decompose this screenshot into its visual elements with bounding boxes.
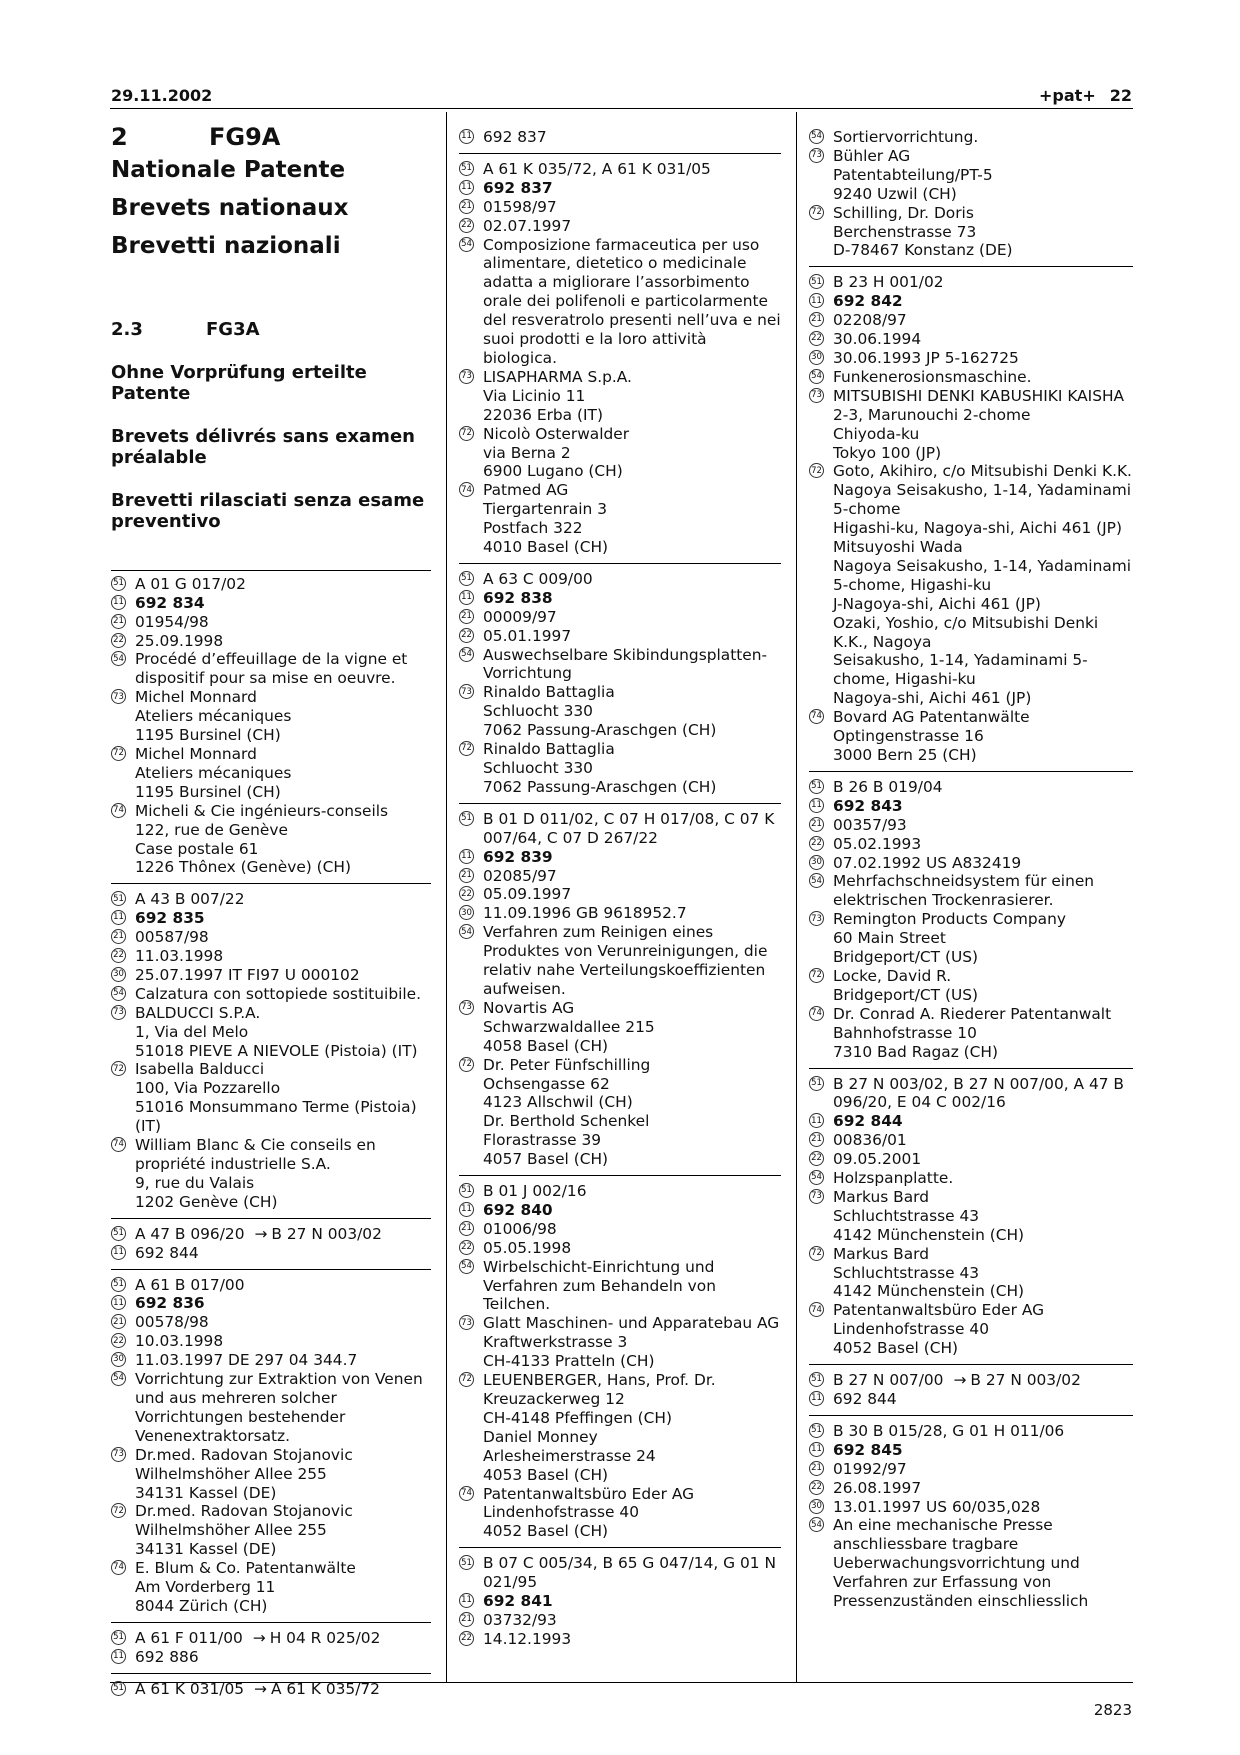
code-73-icon: 73 bbox=[809, 148, 824, 163]
footer-page-number: 2823 bbox=[1093, 1701, 1132, 1719]
code-21-icon: 21 bbox=[459, 609, 474, 624]
code-72-icon: 72 bbox=[809, 1246, 824, 1261]
code-21-icon: 21 bbox=[809, 817, 824, 832]
inventor: Michel Monnard Ateliers mécaniques 1195 Bursinel (CH) bbox=[135, 744, 292, 801]
title: Vorrichtung zur Extraktion von Venen und aus mehreren solcher Vorrichtungen bestehender Venenextraktorsatz. bbox=[135, 1370, 423, 1445]
code-54-icon: 54 bbox=[459, 647, 474, 662]
priority: 25.07.1997 IT FI97 U 000102 bbox=[135, 965, 360, 984]
code-51-icon: 51 bbox=[459, 1183, 474, 1198]
inventor: Dr.med. Radovan Stojanovic Wilhelmshöher Allee 255 34131 Kassel (DE) bbox=[135, 1502, 353, 1559]
code-54-icon: 54 bbox=[111, 651, 126, 666]
code-73-icon: 73 bbox=[459, 1315, 474, 1330]
holder: Rinaldo Battaglia Schluocht 330 7062 Passung-Araschgen (CH) bbox=[483, 683, 717, 740]
code-73-icon: 73 bbox=[459, 684, 474, 699]
application-number: 03732/93 bbox=[483, 1610, 557, 1629]
column-2 bbox=[459, 128, 781, 1661]
code-30-icon: 30 bbox=[111, 967, 126, 982]
column-divider-1 bbox=[446, 112, 447, 1682]
title: Funkenerosionsmaschine. bbox=[833, 367, 1032, 386]
section-title-it: Brevetti nazionali bbox=[111, 232, 341, 259]
ipc-class: A 43 B 007/22 bbox=[135, 890, 245, 909]
code-73-icon: 73 bbox=[459, 369, 474, 384]
patent-number: 692 844 bbox=[833, 1112, 903, 1131]
code-74-icon: 74 bbox=[809, 709, 824, 724]
code-21-icon: 21 bbox=[809, 312, 824, 327]
code-21-icon: 21 bbox=[459, 1221, 474, 1236]
patent-entry bbox=[111, 570, 431, 885]
holder: Remington Products Company 60 Main Street Bridgeport/CT (US) bbox=[833, 910, 1066, 967]
filing-date: 30.06.1994 bbox=[833, 330, 922, 349]
ipc-class: A 61 K 031/05 → A 61 K 035/72 bbox=[135, 1679, 380, 1698]
code-72-icon: 72 bbox=[459, 1372, 474, 1387]
application-number: 01954/98 bbox=[135, 612, 209, 631]
filing-date: 14.12.1993 bbox=[483, 1629, 572, 1648]
ipc-class: B 23 H 001/02 bbox=[833, 273, 944, 292]
filing-date: 05.02.1993 bbox=[833, 834, 922, 853]
reference-entry bbox=[111, 1629, 431, 1674]
code-51-icon: 51 bbox=[809, 779, 824, 794]
inventor: Nicolò Osterwalder via Berna 2 6900 Lugano (CH) bbox=[483, 424, 630, 481]
header-right bbox=[1039, 86, 1132, 105]
code-51-icon: 51 bbox=[111, 1681, 126, 1696]
code-72-icon: 72 bbox=[111, 746, 126, 761]
code-22-icon: 22 bbox=[111, 633, 126, 648]
code-73-icon: 73 bbox=[459, 1000, 474, 1015]
code-21-icon: 21 bbox=[111, 929, 126, 944]
patent-number: 692 835 bbox=[135, 909, 205, 928]
inventor: Dr. Peter Fünfschilling Ochsengasse 62 4123 Allschwil (CH) Dr. Berthold Schenkel Florastrasse 39 4057 Basel (CH) bbox=[483, 1055, 651, 1169]
code-22-icon: 22 bbox=[459, 218, 474, 233]
holder: MITSUBISHI DENKI KABUSHIKI KAISHA 2-3, Marunouchi 2-chome Chiyoda-ku Tokyo 100 (JP) bbox=[833, 386, 1125, 462]
code-51-icon: 51 bbox=[111, 1226, 126, 1241]
subsection-number: 2.3 bbox=[111, 318, 143, 340]
code-30-icon: 30 bbox=[809, 1499, 824, 1514]
code-22-icon: 22 bbox=[809, 836, 824, 851]
patent-number: 692 845 bbox=[833, 1440, 903, 1459]
column-3 bbox=[809, 128, 1133, 1623]
inventor: LEUENBERGER, Hans, Prof. Dr. Kreuzackerweg 12 CH-4148 Pfeffingen (CH) Daniel Monney Arlesheimerstrasse 24 4053 Basel (CH) bbox=[483, 1371, 716, 1484]
code-74-icon: 74 bbox=[459, 482, 474, 497]
inventor: Isabella Balducci 100, Via Pozzarello 51016 Monsummano Terme (Pistoia) (IT) bbox=[135, 1060, 417, 1136]
code-21-icon: 21 bbox=[111, 614, 126, 629]
subsection-code: FG3A bbox=[206, 318, 260, 340]
filing-date: 10.03.1998 bbox=[135, 1332, 224, 1351]
title: Procédé d’effeuillage de la vigne et dispositif pour sa mise en oeuvre. bbox=[135, 650, 408, 688]
code-11-icon: 11 bbox=[111, 595, 126, 610]
title: Mehrfachschneidsystem für einen elektrischen Trockenrasierer. bbox=[833, 872, 1095, 910]
patent-number: 692 843 bbox=[833, 796, 903, 815]
code-51-icon: 51 bbox=[809, 1076, 824, 1091]
ipc-class: A 01 G 017/02 bbox=[135, 574, 246, 593]
ipc-class: A 47 B 096/20 → B 27 N 003/02 bbox=[135, 1224, 382, 1243]
code-54-icon: 54 bbox=[809, 1170, 824, 1185]
priority: 11.03.1997 DE 297 04 344.7 bbox=[135, 1351, 358, 1370]
code-51-icon: 51 bbox=[459, 811, 474, 826]
header-page-number: 22 bbox=[1109, 86, 1132, 105]
code-51-icon: 51 bbox=[111, 1277, 126, 1292]
code-30-icon: 30 bbox=[459, 905, 474, 920]
holder: Dr.med. Radovan Stojanovic Wilhelmshöher Allee 255 34131 Kassel (DE) bbox=[135, 1445, 353, 1502]
priority: 13.01.1997 US 60/035,028 bbox=[833, 1497, 1041, 1516]
ipc-class: A 61 F 011/00 → H 04 R 025/02 bbox=[135, 1628, 381, 1647]
patent-number: 692 886 bbox=[135, 1647, 199, 1666]
code-21-icon: 21 bbox=[459, 199, 474, 214]
filing-date: 05.09.1997 bbox=[483, 885, 572, 904]
patent-entry bbox=[459, 160, 781, 564]
priority: 11.09.1996 GB 9618952.7 bbox=[483, 904, 687, 923]
subsection-title-fr: Brevets délivrés sans examen préalable bbox=[111, 425, 415, 468]
holder: Glatt Maschinen- und Apparatebau AG Kraftwerkstrasse 3 CH-4133 Pratteln (CH) bbox=[483, 1314, 780, 1371]
code-51-icon: 51 bbox=[111, 1630, 126, 1645]
ipc-class: B 01 J 002/16 bbox=[483, 1182, 587, 1201]
code-22-icon: 22 bbox=[111, 948, 126, 963]
code-30-icon: 30 bbox=[111, 1352, 126, 1367]
reference-entry bbox=[111, 1680, 431, 1705]
filing-date: 05.05.1998 bbox=[483, 1238, 572, 1257]
ipc-class: A 63 C 009/00 bbox=[483, 569, 593, 588]
patent-entry bbox=[809, 1422, 1133, 1617]
application-number: 01992/97 bbox=[833, 1459, 907, 1478]
code-11-icon: 11 bbox=[809, 1113, 824, 1128]
code-21-icon: 21 bbox=[809, 1461, 824, 1476]
code-54-icon: 54 bbox=[459, 237, 474, 252]
inventor: Rinaldo Battaglia Schluocht 330 7062 Passung-Araschgen (CH) bbox=[483, 740, 717, 796]
code-22-icon: 22 bbox=[459, 1240, 474, 1255]
arrow-right-icon: → bbox=[254, 1679, 267, 1698]
representative: Bovard AG Patentanwälte Optingenstrasse 16 3000 Bern 25 (CH) bbox=[833, 708, 1030, 764]
code-11-icon: 11 bbox=[111, 910, 126, 925]
patent-number: 692 844 bbox=[833, 1390, 897, 1408]
title: Holzspanplatte. bbox=[833, 1169, 954, 1188]
patent-entry bbox=[459, 810, 781, 1176]
code-11-icon: 11 bbox=[809, 1442, 824, 1457]
patent-entry bbox=[459, 570, 781, 804]
code-72-icon: 72 bbox=[809, 205, 824, 220]
title: Verfahren zum Reinigen eines Produktes von Verunreinigungen, die relativ nahe Verteilungskoeffizienten aufweisen. bbox=[483, 923, 768, 998]
code-22-icon: 22 bbox=[459, 628, 474, 643]
representative: Dr. Conrad A. Riederer Patentanwalt Bahnhofstrasse 10 7310 Bad Ragaz (CH) bbox=[833, 1004, 1112, 1061]
patent-entry bbox=[809, 1075, 1133, 1366]
code-73-icon: 73 bbox=[809, 1189, 824, 1204]
code-22-icon: 22 bbox=[809, 1480, 824, 1495]
application-number: 01598/97 bbox=[483, 197, 557, 216]
header-rule bbox=[110, 108, 1133, 109]
inventor: Schilling, Dr. Doris Berchenstrasse 73 D-78467 Konstanz (DE) bbox=[833, 203, 1013, 260]
code-22-icon: 22 bbox=[809, 1151, 824, 1166]
code-74-icon: 74 bbox=[111, 1560, 126, 1575]
code-72-icon: 72 bbox=[459, 741, 474, 756]
priority: 30.06.1993 JP 5-162725 bbox=[833, 348, 1019, 367]
patent-number: 692 844 bbox=[135, 1243, 199, 1262]
patent-entry-continued bbox=[809, 128, 1133, 267]
column-1 bbox=[111, 123, 431, 1711]
code-11-icon: 11 bbox=[111, 1245, 126, 1260]
code-11-icon: 11 bbox=[459, 180, 474, 195]
filing-date: 26.08.1997 bbox=[833, 1478, 922, 1497]
code-73-icon: 73 bbox=[111, 689, 126, 704]
ipc-class: A 61 B 017/00 bbox=[135, 1275, 245, 1294]
code-11-icon: 11 bbox=[459, 590, 474, 605]
code-11-icon: 11 bbox=[459, 129, 474, 144]
subsection-heading bbox=[111, 318, 431, 340]
patent-number: 692 842 bbox=[833, 292, 903, 311]
patent-entry bbox=[809, 778, 1133, 1069]
arrow-right-icon: → bbox=[254, 1224, 268, 1243]
representative: William Blanc & Cie conseils en propriété industrielle S.A. 9, rue du Valais 1202 Genève (CH) bbox=[135, 1136, 376, 1211]
code-74-icon: 74 bbox=[111, 803, 126, 818]
code-22-icon: 22 bbox=[809, 331, 824, 346]
code-54-icon: 54 bbox=[459, 1259, 474, 1274]
representative: Patmed AG Tiergartenrain 3 Postfach 322 4010 Basel (CH) bbox=[483, 481, 609, 557]
application-number: 00578/98 bbox=[135, 1313, 209, 1332]
holder: BALDUCCI S.P.A. 1, Via del Melo 51018 PIEVE A NIEVOLE (Pistoia) (IT) bbox=[135, 1003, 418, 1060]
subsection-title-de: Ohne Vorprüfung erteilte Patente bbox=[111, 361, 367, 404]
code-11-icon: 11 bbox=[111, 1295, 126, 1310]
code-72-icon: 72 bbox=[809, 968, 824, 983]
code-74-icon: 74 bbox=[809, 1302, 824, 1317]
code-51-icon: 51 bbox=[111, 576, 126, 591]
code-74-icon: 74 bbox=[459, 1486, 474, 1501]
patent-entry bbox=[111, 890, 431, 1218]
priority: 07.02.1992 US A832419 bbox=[833, 853, 1022, 872]
code-21-icon: 21 bbox=[459, 1612, 474, 1627]
code-11-icon: 11 bbox=[809, 1391, 824, 1406]
ipc-class: B 01 D 011/02, C 07 H 017/08, C 07 K 007/64, C 07 D 267/22 bbox=[483, 809, 775, 847]
application-number: 02208/97 bbox=[833, 311, 907, 330]
filing-date: 25.09.1998 bbox=[135, 631, 224, 650]
inventor: Markus Bard Schluchtstrasse 43 4142 Münchenstein (CH) bbox=[833, 1244, 1025, 1301]
application-number: 00009/97 bbox=[483, 607, 557, 626]
patent-entry bbox=[809, 273, 1133, 772]
application-number: 00836/01 bbox=[833, 1131, 907, 1150]
application-number: 00587/98 bbox=[135, 928, 209, 947]
representative: Patentanwaltsbüro Eder AG Lindenhofstrasse 40 4052 Basel (CH) bbox=[483, 1484, 695, 1541]
section-code: FG9A bbox=[209, 123, 281, 151]
representative: E. Blum & Co. Patentanwälte Am Vorderberg 11 8044 Zürich (CH) bbox=[135, 1559, 356, 1615]
code-22-icon: 22 bbox=[459, 1631, 474, 1646]
application-number: 01006/98 bbox=[483, 1219, 557, 1238]
ipc-class: B 27 N 003/02, B 27 N 007/00, A 47 B 096/20, E 04 C 002/16 bbox=[833, 1074, 1124, 1112]
application-number: 02085/97 bbox=[483, 866, 557, 885]
code-21-icon: 21 bbox=[809, 1132, 824, 1147]
code-73-icon: 73 bbox=[809, 911, 824, 926]
title: Auswechselbare Skibindungsplatten-Vorrichtung bbox=[483, 645, 768, 683]
inventor: Goto, Akihiro, c/o Mitsubishi Denki K.K. Nagoya Seisakusho, 1-14, Yadaminami 5-chome Higashi-ku, Nagoya-shi, Aichi 461 (JP) Mitsuyoshi Wada Nagoya Seisakusho, 1-14, Yadaminami 5-chome, Higashi-ku J-Nagoya-shi, Aichi 461 (JP) Ozaki, Yoshio, c/o Mitsubishi Denki K.K., Nagoya Seisakusho, 1-14, Yadaminami 5-chome, Higashi-ku Nagoya-shi, Aichi 461 (JP) bbox=[833, 462, 1132, 708]
code-21-icon: 21 bbox=[111, 1314, 126, 1329]
holder: LISAPHARMA S.p.A. Via Licinio 11 22036 Erba (IT) bbox=[483, 367, 632, 424]
subsection-title-it: Brevetti rilasciati senza esame preventivo bbox=[111, 489, 425, 532]
code-22-icon: 22 bbox=[111, 1333, 126, 1348]
reference-entry bbox=[809, 1371, 1133, 1416]
ipc-class: B 26 B 019/04 bbox=[833, 777, 943, 796]
code-30-icon: 30 bbox=[809, 855, 824, 870]
code-73-icon: 73 bbox=[809, 388, 824, 403]
holder: Novartis AG Schwarzwaldallee 215 4058 Basel (CH) bbox=[483, 998, 655, 1055]
code-11-icon: 11 bbox=[809, 798, 824, 813]
code-54-icon: 54 bbox=[809, 129, 824, 144]
code-54-icon: 54 bbox=[111, 1371, 126, 1386]
code-72-icon: 72 bbox=[111, 1061, 126, 1076]
ipc-class: B 07 C 005/34, B 65 G 047/14, G 01 N 021/95 bbox=[483, 1554, 776, 1592]
code-11-icon: 11 bbox=[111, 1649, 126, 1664]
representative: Micheli & Cie ingénieurs-conseils 122, rue de Genève Case postale 61 1226 Thônex (Genève) (CH) bbox=[135, 801, 389, 877]
code-72-icon: 72 bbox=[459, 426, 474, 441]
filing-date: 05.01.1997 bbox=[483, 626, 572, 645]
holder: Michel Monnard Ateliers mécaniques 1195 Bursinel (CH) bbox=[135, 688, 292, 745]
patent-number: 692 841 bbox=[483, 1592, 553, 1611]
header-brand: +pat+ bbox=[1039, 86, 1096, 105]
filing-date: 02.07.1997 bbox=[483, 216, 572, 235]
title: Wirbelschicht-Einrichtung und Verfahren zum Behandeln von Teilchen. bbox=[483, 1257, 716, 1314]
column-divider-2 bbox=[796, 112, 797, 1682]
reference-entry bbox=[459, 128, 781, 154]
arrow-right-icon: → bbox=[953, 1371, 967, 1390]
code-54-icon: 54 bbox=[809, 369, 824, 384]
title: Sortiervorrichtung. bbox=[833, 128, 979, 146]
filing-date: 11.03.1998 bbox=[135, 947, 224, 966]
code-51-icon: 51 bbox=[459, 571, 474, 586]
section-number: 2 bbox=[111, 123, 128, 151]
title: An eine mechanische Presse anschliessbare tragbare Ueberwachungsvorrichtung und Verfahren zur Erfassung von Pressenzuständen einschliesslich bbox=[833, 1516, 1089, 1611]
code-54-icon: 54 bbox=[809, 873, 824, 888]
arrow-right-icon: → bbox=[252, 1628, 266, 1647]
code-54-icon: 54 bbox=[459, 924, 474, 939]
code-11-icon: 11 bbox=[459, 1202, 474, 1217]
code-21-icon: 21 bbox=[459, 868, 474, 883]
code-51-icon: 51 bbox=[809, 1423, 824, 1438]
code-74-icon: 74 bbox=[809, 1006, 824, 1021]
title: Calzatura con sottopiede sostituibile. bbox=[135, 984, 422, 1003]
patent-number: 692 837 bbox=[483, 178, 553, 197]
section-title-de: Nationale Patente bbox=[111, 156, 346, 183]
holder: Markus Bard Schluchtstrasse 43 4142 Münchenstein (CH) bbox=[833, 1187, 1025, 1244]
section-title-fr: Brevets nationaux bbox=[111, 194, 349, 221]
code-73-icon: 73 bbox=[111, 1447, 126, 1462]
code-22-icon: 22 bbox=[459, 886, 474, 901]
code-73-icon: 73 bbox=[111, 1005, 126, 1020]
patent-number: 692 839 bbox=[483, 847, 553, 866]
patent-entry bbox=[111, 1276, 431, 1623]
ipc-class: B 30 B 015/28, G 01 H 011/06 bbox=[833, 1421, 1065, 1440]
patent-number: 692 837 bbox=[483, 128, 547, 146]
code-72-icon: 72 bbox=[459, 1057, 474, 1072]
patent-number: 692 840 bbox=[483, 1200, 553, 1219]
code-72-icon: 72 bbox=[111, 1503, 126, 1518]
patent-number: 692 838 bbox=[483, 588, 553, 607]
patent-entry bbox=[459, 1182, 781, 1548]
header-date: 29.11.2002 bbox=[111, 86, 213, 105]
application-number: 00357/93 bbox=[833, 815, 907, 834]
code-51-icon: 51 bbox=[459, 161, 474, 176]
code-51-icon: 51 bbox=[459, 1555, 474, 1570]
code-54-icon: 54 bbox=[809, 1517, 824, 1532]
code-51-icon: 51 bbox=[809, 1372, 824, 1387]
patent-number: 692 834 bbox=[135, 593, 205, 612]
ipc-class: A 61 K 035/72, A 61 K 031/05 bbox=[483, 159, 711, 178]
code-51-icon: 51 bbox=[111, 891, 126, 906]
title: Composizione farmaceutica per uso alimentare, dietetico o medicinale adatta a migliorare l’assorbimento orale dei polifenoli e particolarmente del resveratrolo presenti nell’uva e nei suoi prodotti e la loro attività biologica. bbox=[483, 235, 781, 367]
holder: Bühler AG Patentabteilung/PT-5 9240 Uzwil (CH) bbox=[833, 146, 993, 203]
code-30-icon: 30 bbox=[809, 350, 824, 365]
patent-entry bbox=[459, 1554, 781, 1655]
section-heading bbox=[111, 123, 431, 151]
code-11-icon: 11 bbox=[459, 849, 474, 864]
filing-date: 09.05.2001 bbox=[833, 1150, 922, 1169]
reference-entry bbox=[111, 1225, 431, 1270]
code-11-icon: 11 bbox=[809, 293, 824, 308]
representative: Patentanwaltsbüro Eder AG Lindenhofstrasse 40 4052 Basel (CH) bbox=[833, 1301, 1045, 1358]
ipc-class: B 27 N 007/00 → B 27 N 003/02 bbox=[833, 1371, 1081, 1390]
code-72-icon: 72 bbox=[809, 463, 824, 478]
code-74-icon: 74 bbox=[111, 1137, 126, 1152]
code-54-icon: 54 bbox=[111, 986, 126, 1001]
code-51-icon: 51 bbox=[809, 274, 824, 289]
code-11-icon: 11 bbox=[459, 1593, 474, 1608]
patent-number: 692 836 bbox=[135, 1294, 205, 1313]
inventor: Locke, David R. Bridgeport/CT (US) bbox=[833, 966, 978, 1004]
